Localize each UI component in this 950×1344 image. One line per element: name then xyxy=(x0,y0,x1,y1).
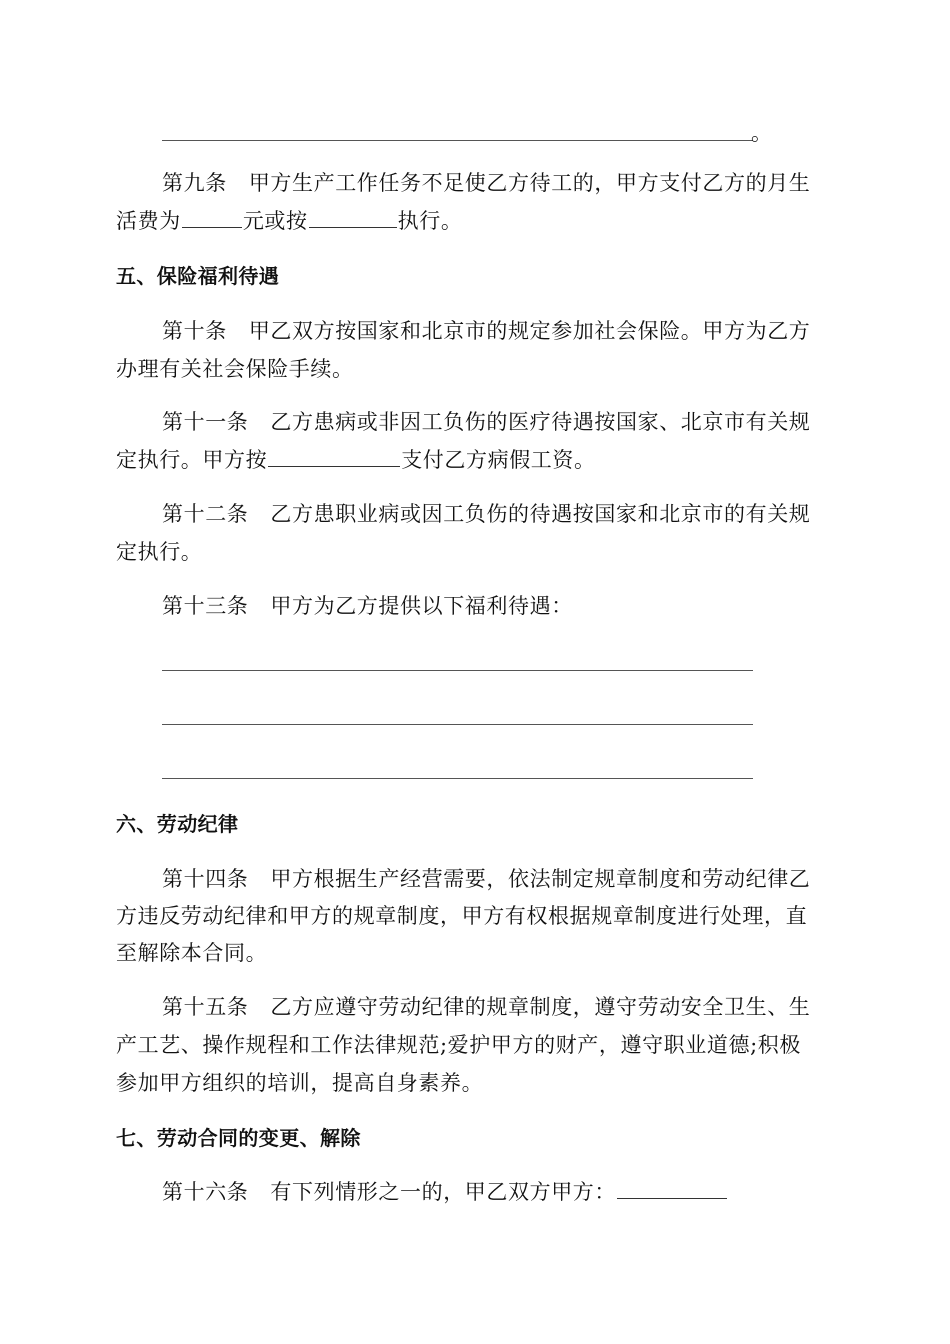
article-14-line-1 xyxy=(162,864,836,894)
article-10-line-2: 办理有关社会保险手续。 xyxy=(116,357,354,381)
fill-in-blank xyxy=(182,207,242,228)
article-12-line-1 xyxy=(162,499,836,529)
article-11-text-a: 定执行。甲方按 xyxy=(116,448,268,472)
article-11-number: 第十一条 xyxy=(162,410,249,434)
article-9-number: 第九条 xyxy=(162,171,227,195)
period: 。 xyxy=(751,121,772,145)
article-14-number: 第十四条 xyxy=(162,867,249,891)
article-9-text-c: 执行。 xyxy=(397,209,463,233)
article-9-text-b: 元或按 xyxy=(242,209,308,233)
article-14-line-3: 至解除本合同。 xyxy=(116,941,268,965)
article-16-text: 有下列情形之一的，甲乙双方甲方： xyxy=(270,1180,617,1204)
article-14-line-2: 方违反劳动纪律和甲方的规章制度，甲方有权根据规章制度进行处理，直 xyxy=(116,904,808,928)
article-9-line-2 xyxy=(116,206,836,236)
article-13-number: 第十三条 xyxy=(162,594,249,618)
article-15-text: 乙方应遵守劳动纪律的规章制度，遵守劳动安全卫生、生 xyxy=(270,995,811,1019)
article-9-text-a: 活费为 xyxy=(116,209,181,233)
section-6-heading: 六、劳动纪律 xyxy=(116,812,239,836)
article-11-line-2 xyxy=(116,445,836,475)
article-16-line-1 xyxy=(162,1177,836,1207)
fill-in-blank xyxy=(309,207,397,228)
article-16-number: 第十六条 xyxy=(162,1180,249,1204)
fill-in-blank xyxy=(268,446,400,467)
article-12-number: 第十二条 xyxy=(162,502,249,526)
section-5-heading: 五、保险福利待遇 xyxy=(116,264,280,288)
article-13-line-1 xyxy=(162,591,836,621)
article-15-line-3: 参加甲方组织的培训，提高自身素养。 xyxy=(116,1071,484,1095)
section-7-heading: 七、劳动合同的变更、解除 xyxy=(116,1126,361,1150)
fill-in-blank xyxy=(617,1178,727,1199)
fill-in-line xyxy=(162,670,753,671)
article-11-text: 乙方患病或非因工负伤的医疗待遇按国家、北京市有关规 xyxy=(270,410,811,434)
fill-in-line xyxy=(162,778,753,779)
article-10-text: 甲乙双方按国家和北京市的规定参加社会保险。甲方为乙方 xyxy=(248,319,811,343)
article-10-line-1 xyxy=(162,316,836,346)
article-9-text: 甲方生产工作任务不足使乙方待工的，甲方支付乙方的月生 xyxy=(248,171,811,195)
article-9-line-1 xyxy=(162,168,836,198)
article-15-number: 第十五条 xyxy=(162,995,249,1019)
article-12-text: 乙方患职业病或因工负伤的待遇按国家和北京市的有关规 xyxy=(270,502,811,526)
article-13-text: 甲方为乙方提供以下福利待遇： xyxy=(270,594,573,618)
article-11-line-1 xyxy=(162,407,836,437)
article-14-text: 甲方根据生产经营需要，依法制定规章制度和劳动纪律乙 xyxy=(270,867,811,891)
article-11-text-b: 支付乙方病假工资。 xyxy=(401,448,596,472)
article-15-line-2: 产工艺、操作规程和工作法律规范;爱护甲方的财产，遵守职业道德;积极 xyxy=(116,1033,801,1057)
article-12-line-2: 定执行。 xyxy=(116,540,203,564)
article-15-line-1 xyxy=(162,992,836,1022)
fill-in-line xyxy=(162,140,753,141)
article-10-number: 第十条 xyxy=(162,319,227,343)
fill-in-line xyxy=(162,724,753,725)
